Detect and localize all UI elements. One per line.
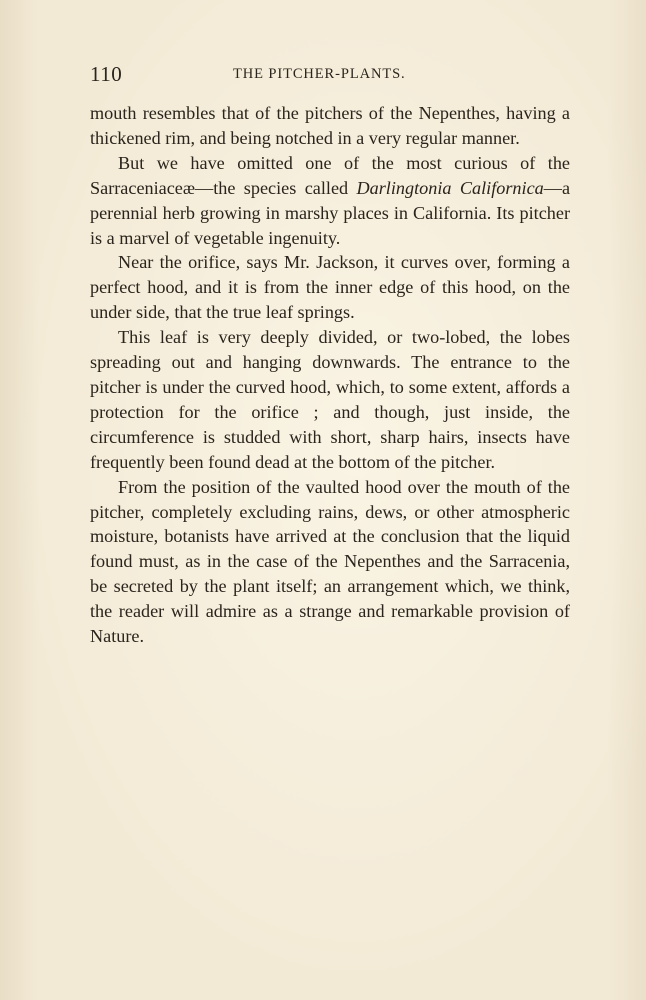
- page-number: 110: [90, 62, 123, 86]
- paragraph-2: [90, 151, 570, 251]
- page-header: [90, 62, 570, 88]
- paragraph-2-text-b: —a perennial herb growing in marshy places in California. Its pitcher is a marvel of vegetable ingenuity.: [90, 177, 571, 248]
- paragraph-1: mouth resembles that of the pitchers of the Nepenthes, having a thickened rim, and being notched in a very regular manner.: [90, 103, 570, 148]
- species-name: Darlingtonia Californica: [356, 177, 544, 198]
- running-title: THE PITCHER-PLANTS.: [233, 66, 406, 82]
- paragraph-4: This leaf is very deeply divided, or two-lobed, the lobes spreading out and hanging downwards. The entrance to the pitcher is under the curved hood, which, to some extent, affords a protection for the orifice ; and though, just inside, the circumference is studded with short, sharp hairs, insects have frequently been found dead at the bottom of the pitcher.: [90, 327, 570, 472]
- paragraph-5: From the position of the vaulted hood over the mouth of the pitcher, completely excluding rains, dews, or other atmospheric moisture, botanists have arrived at the conclusion that the liquid found must, as in the case of the Nepenthes and the Sarracenia, be secreted by the plant itself; an arrangement which, we think, the reader will admire as a strange and remarkable provision of Nature.: [90, 476, 570, 647]
- paragraph-2-text-a: But we have omitted one of the most curious of the Sarraceniaceæ—the species called: [90, 152, 570, 198]
- body-text: [90, 101, 570, 649]
- paragraph-3: Near the orifice, says Mr. Jackson, it curves over, forming a perfect hood, and it is from the inner edge of this hood, on the under side, that the true leaf springs.: [90, 252, 570, 323]
